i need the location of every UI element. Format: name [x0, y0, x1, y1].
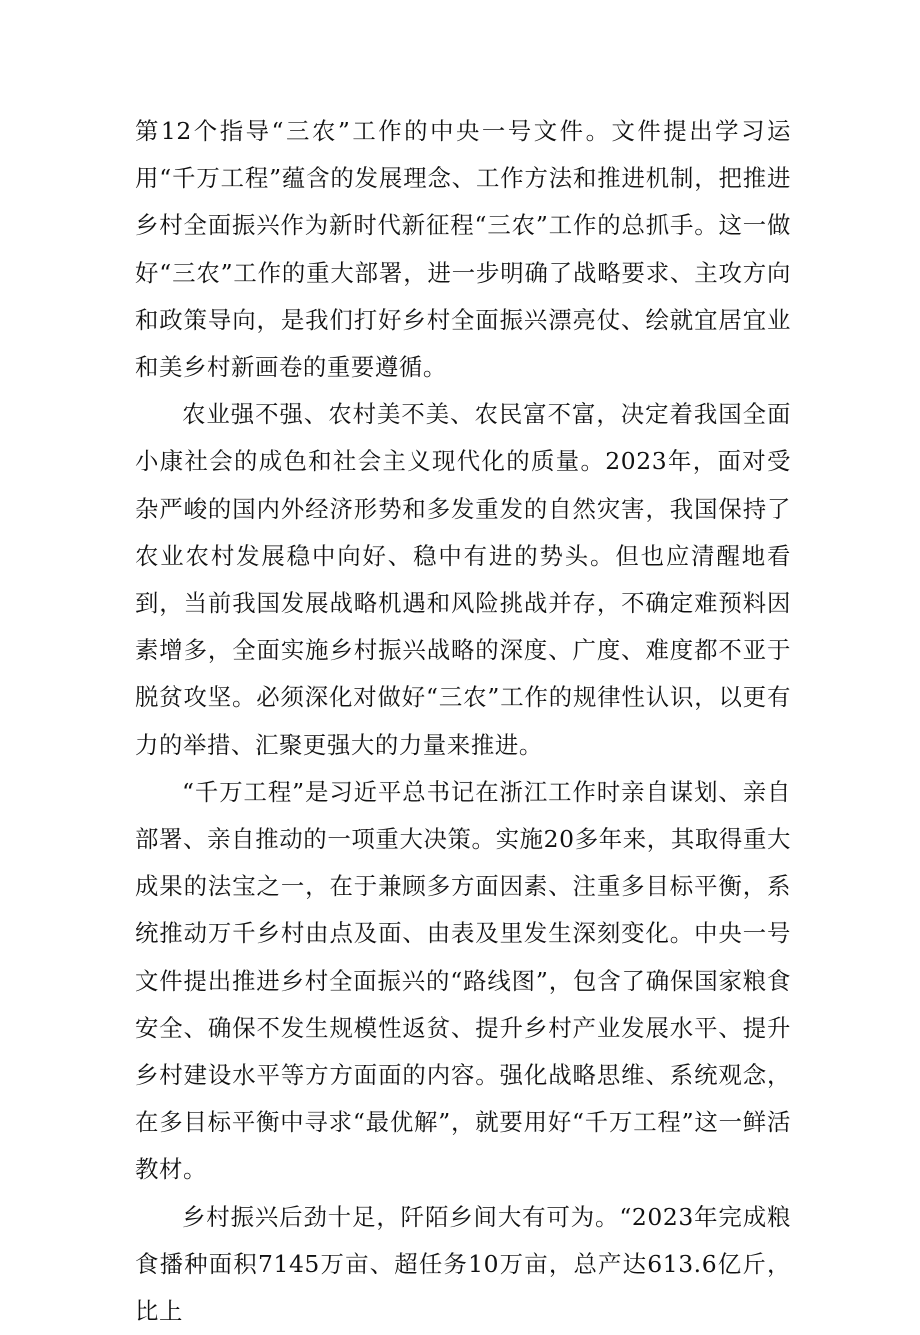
paragraph-1: 第12个指导“三农”工作的中央一号文件。文件提出学习运用“千万工程”蕴含的发展理念、工作方法和推进机制，把推进乡村全面振兴作为新时代新征程“三农”工作的总抓手。这一做好“三农”工作的重大部署，进一步明确了战略要求、主攻方向和政策导向，是我们打好乡村全面振兴漂亮仗、绘就宜居宜业和美乡村新画卷的重要遵循。 — [135, 117, 791, 382]
paragraph-2: 农业强不强、农村美不美、农民富不富，决定着我国全面小康社会的成色和社会主义现代化的质量。2023年，面对受杂严峻的国内外经济形势和多发重发的自然灾害，我国保持了农业农村发展稳中向好、稳中有进的势头。但也应清醒地看到，当前我国发展战略机遇和风险挑战并存，不确定难预料因素增多，全面实施乡村振兴战略的深度、广度、难度都不亚于脱贫攻坚。必须深化对做好“三农”工作的规律性认识，以更有力的举措、汇聚更强大的力量来推进。 — [135, 400, 791, 759]
document-body — [135, 108, 791, 1335]
paragraph-3: “千万工程”是习近平总书记在浙江工作时亲自谋划、亲自部署、亲自推动的一项重大决策。实施20多年来，其取得重大成果的法宝之一，在于兼顾多方面因素、注重多目标平衡，系统推动万千乡村由点及面、由表及里发生深刻变化。中央一号文件提出推进乡村全面振兴的“路线图”，包含了确保国家粮食安全、确保不发生规模性返贫、提升乡村产业发展水平、提升乡村建设水平等方方面面的内容。强化战略思维、系统观念，在多目标平衡中寻求“最优解”，就要用好“千万工程”这一鲜活教材。 — [135, 777, 791, 1184]
paragraph-4: 乡村振兴后劲十足，阡陌乡间大有可为。“2023年完成粮食播种面积7145万亩、超任务10万亩，总产达613.6亿斤，比上 — [135, 1202, 791, 1326]
